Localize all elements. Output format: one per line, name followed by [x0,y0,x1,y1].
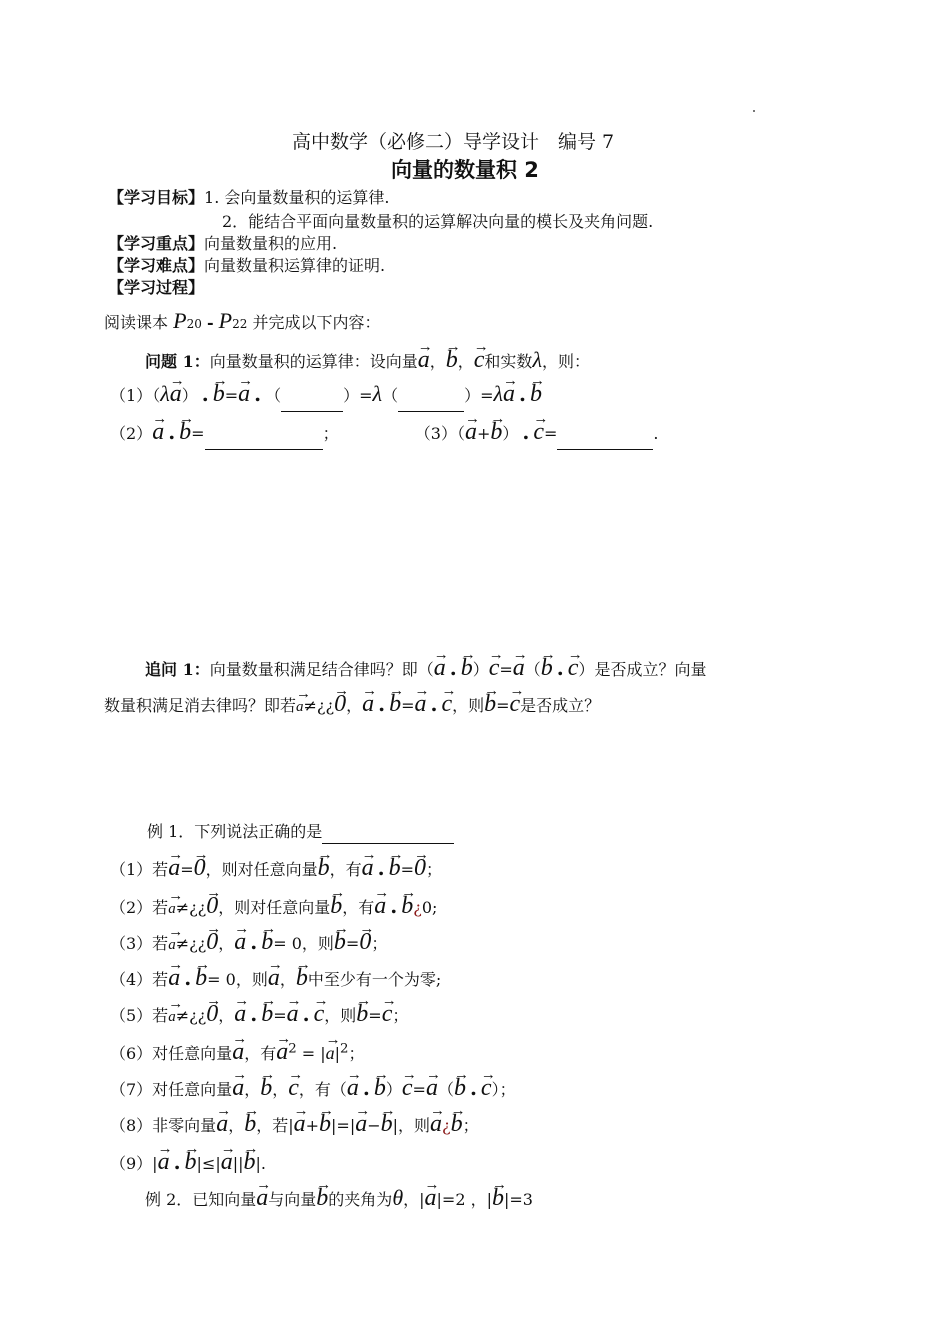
theta: θ [392,1185,404,1210]
ex2-b-norm: |=3 [504,1190,533,1209]
difficulty-row [108,254,385,278]
blank-3[interactable] [205,431,323,450]
vector-a: → a [418,340,430,376]
problem1-label: 问题 1： [145,352,210,371]
period: . [653,424,659,443]
ex1-item3: （3）若→ a≠¿¿→ 0，→ a .→ b= 0，则→ b=→ 0； [110,922,387,961]
ex1-n3-mid: = 0，则 [273,934,334,953]
followup-label: 追问 1： [145,660,210,679]
sep: ， [457,352,474,371]
reading-row [104,305,381,340]
vector-a: → a [168,889,176,925]
vector-b: → b [451,1104,463,1140]
vector-a: → a [170,374,182,410]
zero-vector: → 0 [206,886,218,922]
vector-a: → a [503,374,515,410]
focus-text: 向量数量积的应用. [204,234,338,253]
vector-b: → b [401,886,413,922]
followup-text-d: ，则 [452,696,485,715]
vector-b: → b [185,1142,197,1178]
goal-1: 1. 会向量数量积的运算律. [204,188,390,207]
followup-text-e: 是否成立？ [520,696,601,715]
vector-b: → b [374,1068,386,1104]
vector-a: → a [426,1068,438,1104]
ex1-n9: （9）| [110,1154,158,1173]
vector-c: → c [489,648,500,684]
vector-b: → b [334,922,346,958]
ex1-n8-end: |，则 [392,1116,431,1135]
ex1-n9-end: |. [255,1154,266,1173]
ex1-n5: （5）若 [110,1006,169,1025]
vector-a: → a [216,1104,228,1140]
vector-b: → b [541,648,553,684]
ex1-n1: （1）若 [110,860,169,879]
problem1-end: ，则： [541,352,590,371]
vector-a: → a [326,1033,335,1069]
ex1-n6-mid: ，有 [244,1044,277,1063]
vector-b: → b [490,412,502,448]
reading-pre: 阅读课本 [104,313,169,332]
ex2-text: 例 2．已知向量 [145,1190,257,1209]
ex1-item6: （6）对任意向量→ a，有→ $a^2$ = |→ $a|^2$； [110,1032,365,1070]
ex1-item5: （5）若→ a≠¿¿→ 0，→ a .→ b=→ a .→ c，则→ b=→ c； [110,994,408,1033]
ex1-item8: （8）非零向量→ a，→ b，若|→ a+→ b|=|→ a−→ b|，则→ a¿→ b； [110,1104,479,1142]
vector-a: → a [296,687,304,723]
vector-a: → a [434,648,446,684]
reading-post: 并完成以下内容： [252,313,381,332]
ex1-n7: （7）对任意向量 [110,1080,233,1099]
vector-c: → c [568,648,579,684]
ex1-n1-mid: ，则对任意向量 [205,860,318,879]
vector-b: → b [244,1142,256,1178]
blank-1[interactable] [281,393,343,412]
neq-symbol: ≠¿¿ [175,898,207,917]
ex1-n8-mid: ，若| [256,1116,294,1135]
reading-s2: 22 [232,317,248,331]
followup-text-b: 是否成立？向量 [594,660,707,679]
vector-b: → b [260,1068,272,1104]
neq-symbol: ≠¿¿ [175,934,207,953]
focus-row [108,232,337,256]
vector-c: → c [533,412,544,448]
vector-c: → c [474,340,485,376]
vector-a: → a [414,684,426,720]
vector-b: → b [316,1178,328,1214]
vector-c: → c [481,1068,492,1104]
ex1-n6: （6）对任意向量 [110,1044,233,1063]
vector-a: → a [276,1032,288,1068]
ex1-n4-end: 中至少有一个为零; [307,970,442,989]
lambda: λ [493,381,504,406]
vector-a: → a [158,1142,170,1178]
ex1-item4: （4）若→ a .→ b= 0，则→ a，→ b中至少有一个为零; [110,958,441,996]
reading-p2: P [218,308,233,333]
goal-row [108,186,389,210]
ex1-n2-mid: ，则对任意向量 [218,898,331,917]
vector-a: → a [374,886,386,922]
ex2-a-norm: |=2 ， [436,1190,487,1209]
problem1-item2-3: （2）→ a .→ b= ； （3）（→ a+→ b） .→ c= . [110,412,659,450]
vector-b: → b [261,922,273,958]
difficulty-label: 【学习难点】 [108,256,205,275]
reading-p1: P [173,308,187,333]
reading-dash: - [206,313,214,332]
semicolon: ； [322,424,339,443]
vector-b: → b [492,1178,504,1214]
sep: ， [429,352,446,371]
ex1-item2: （2）若→ a≠¿¿→ 0，则对任意向量→ b，有→ a .→ b¿0; [110,886,437,925]
process-label-text: 【学习过程】 [108,278,205,297]
vector-c: → c [441,684,452,720]
problem1-text: 向量数量积的运算律：设向量 [209,352,418,371]
vector-a: → a [168,848,180,884]
ex1-item9: （9）|→ a .→ b|≤|→ a||→ b|. [110,1142,266,1180]
vector-b: → b [530,374,542,410]
vector-a: → a [465,412,477,448]
vector-b: → b [195,958,207,994]
vector-c: → c [382,994,393,1030]
vector-a: → a [347,1068,359,1104]
vector-b: → b [454,1068,466,1104]
followup-text-a: 向量数量积满足结合律吗？即（ [209,660,434,679]
vector-a: → a [152,412,164,448]
zero-vector: → 0 [334,684,346,720]
neq-symbol: ≠¿¿ [175,1006,207,1025]
vector-a: → a [234,994,246,1030]
zero-vector: → 0 [414,848,426,884]
zero-vector: → 0 [206,922,218,958]
difficulty-text: 向量数量积运算律的证明. [204,256,386,275]
perp-symbol: ¿ [413,898,422,917]
ex1-item7: （7）对任意向量→ a，→ b，→ c，有（→ a .→ b）→ c=→ a（→ b .→ c）； [110,1068,516,1106]
vector-a: → a [362,848,374,884]
vector-a: → a [234,922,246,958]
ex1-n2-end: ，有 [342,898,375,917]
example2: 例 2．已知向量→ a与向量→ b的夹角为θ，|→ a|=2 ，|→ b|=3 [145,1178,533,1216]
item3-num: （3） [414,424,457,443]
goal-label: 【学习目标】 [108,188,205,207]
lambda: λ [160,381,170,406]
ex1-n4-mid: = 0，则 [207,970,268,989]
ex2-mid: 与向量 [268,1190,317,1209]
page-title: 向量的数量积 2 [391,158,539,182]
vector-a: → a [425,1178,437,1214]
vector-a: → a [238,374,250,410]
vector-a: → a [513,648,525,684]
scan-dot [753,110,755,112]
vector-a: → a [287,994,299,1030]
ex1-n7-mid: ，有（ [298,1080,347,1099]
vector-b: → b [461,648,473,684]
lambda: λ [532,347,542,372]
ex1-n5-end: ，则 [324,1006,357,1025]
neq-symbol: ≠¿¿ [303,696,335,715]
vector-b: → b [330,886,342,922]
ex1-n3: （3）若 [110,934,169,953]
vector-c: → c [510,684,521,720]
followup-line2: 数量积满足消去律吗？即若→ a≠¿¿→ 0，→ a .→ b=→ a .→ c，则→ b=→ c是否成立？ [104,684,600,723]
vector-a: → a [268,958,280,994]
blank-2[interactable] [398,393,464,412]
page-header: 高中数学（必修二）导学设计 编号 7 [292,131,615,153]
vector-a: → a [294,1104,306,1140]
vector-b: → b [318,848,330,884]
vector-b: → b [261,994,273,1030]
process-label [108,276,204,300]
vector-b: → b [484,684,496,720]
vector-a: → a [221,1142,233,1178]
vector-a: → a [256,1178,268,1214]
ex1-n4: （4）若 [110,970,169,989]
example1-title-text: 例 1．下列说法正确的是 [147,822,323,841]
vector-c: → c [314,994,325,1030]
vector-c: → c [402,1068,413,1104]
followup-text-c: 数量积满足消去律吗？即若 [104,696,297,715]
goal-2: 2．能结合平面向量数量积的运算解决向量的模长及夹角问题. [222,212,654,231]
vector-b: → b [389,848,401,884]
vector-b: → b [381,1104,393,1140]
ex2-angle: 的夹角为 [328,1190,393,1209]
zero-vector: → 0 [359,922,371,958]
item2-num: （2） [110,424,153,443]
vector-b: → b [244,1104,256,1140]
vector-b: → b [356,994,368,1030]
ex1-n1-end: ，有 [329,860,362,879]
ex1-n8: （8）非零向量 [110,1116,217,1135]
perp-symbol: ¿ [442,1116,451,1135]
item1-num: （1） [110,386,153,405]
vector-a: → a [168,997,176,1033]
vector-a: → a [232,1068,244,1104]
ex1-n2: （2）若 [110,898,169,917]
blank-4[interactable] [557,431,653,450]
ex1-item1: （1）若→ a=→ 0，则对任意向量→ b，有→ a .→ b=→ 0； [110,848,442,886]
zero-vector: → 0 [194,848,206,884]
vector-a: → a [232,1032,244,1068]
vector-b: → b [296,958,308,994]
reading-s1: 20 [186,317,202,331]
zero-vector: → 0 [206,994,218,1030]
vector-a: → a [430,1104,442,1140]
vector-a: → a [355,1104,367,1140]
vector-b: → b [319,1104,331,1140]
vector-b: → b [389,684,401,720]
vector-a: → a [362,684,374,720]
ex1-n9-mid: |≤| [196,1154,221,1173]
followup-line1: 追问 1：向量数量积满足结合律吗？即（→ a .→ b）→ c=→ a（→ b .→ c）是否成立？向量 [145,648,706,686]
vector-b: → b [213,374,225,410]
ex1-n2-tail: 0; [421,898,438,917]
vector-a: → a [168,958,180,994]
problem1-real: 和实数 [484,352,533,371]
vector-b: → b [179,412,191,448]
vector-a: → a [168,925,176,961]
lambda: λ [372,381,383,406]
focus-label: 【学习重点】 [108,234,205,253]
vector-c: → c [288,1068,299,1104]
vector-b: → b [446,340,458,376]
problem1-item1: （1）（λ→ a） .→ b=→ a . （ ）=λ（ ）=λ→ a .→ b [110,374,542,412]
